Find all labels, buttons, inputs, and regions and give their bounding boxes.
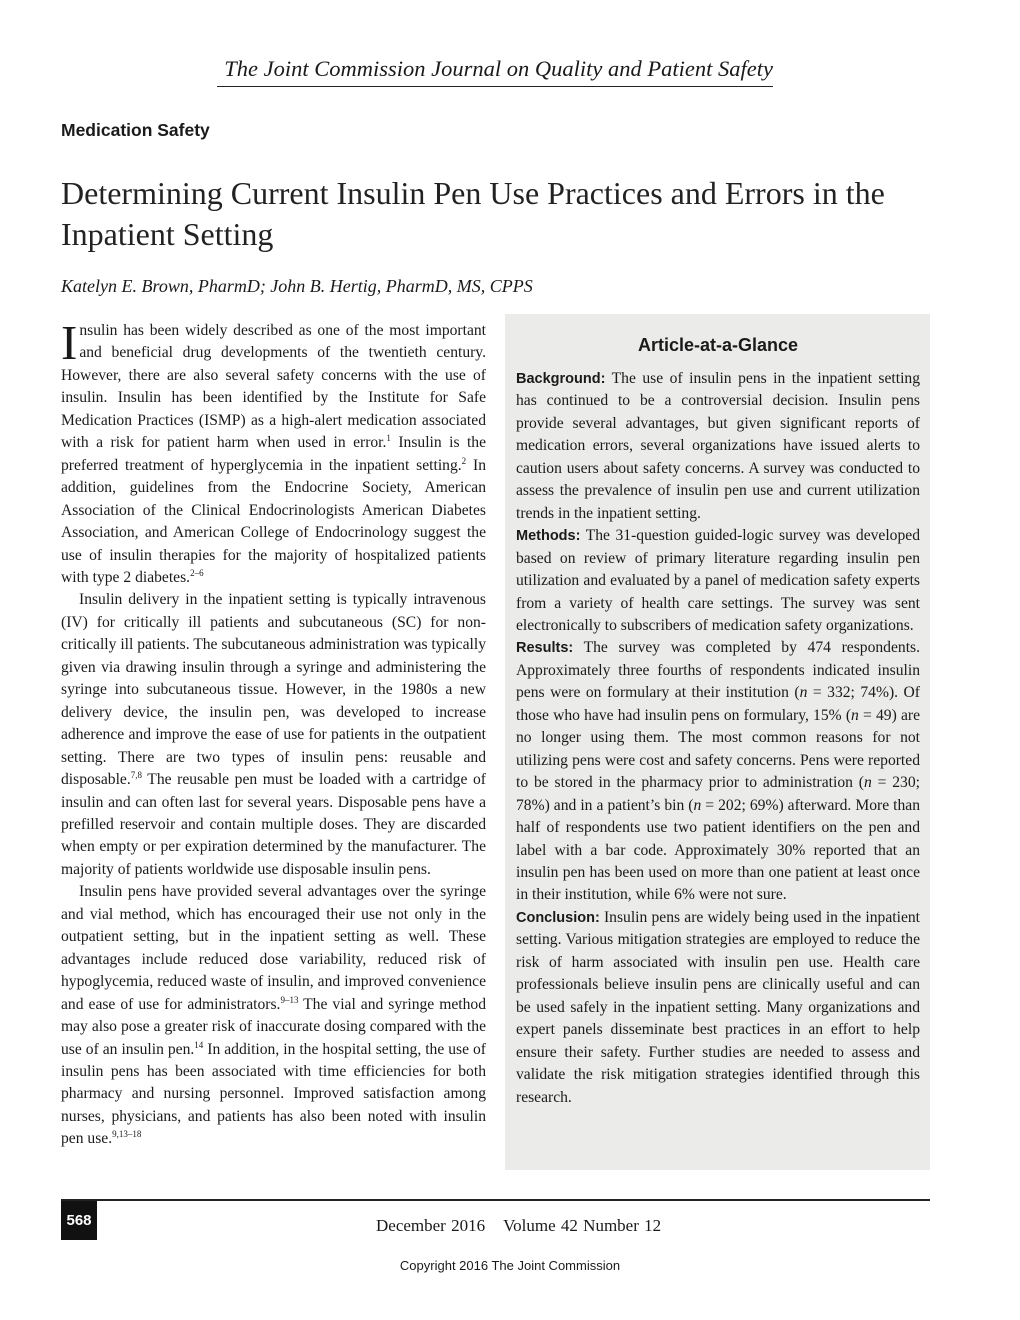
issue-info	[376, 1216, 661, 1236]
body-text: Insulin is the preferred treatment of hyperglycemia in the inpatient setting.	[61, 434, 486, 474]
footer-divider	[61, 1199, 930, 1201]
reference-marker: 2–6	[190, 567, 204, 578]
issue-volume: Volume 42 Number 12	[503, 1216, 662, 1235]
body-column	[61, 315, 486, 1151]
reference-marker: 9–13	[280, 994, 299, 1005]
results-summary	[516, 637, 920, 906]
background-summary	[516, 368, 920, 525]
copyright-notice: Copyright 2016 The Joint Commission	[399, 1258, 621, 1273]
conclusion-label: Conclusion:	[516, 909, 600, 926]
article-title: Determining Current Insulin Pen Use Practices and Errors in the Inpatient Setting	[61, 175, 885, 252]
results-text: = 230; 78%) and in a patient’s bin (	[516, 774, 920, 814]
results-text: = 332; 74%). Of those who have had insulin pens on formulary, 15% (	[516, 684, 921, 724]
body-text: Insulin pens have provided several advantages over the syringe and vial method, which has encouraged their use not only in the outpatient setting, but in the inpatient setting as well. These advantages include reduced dose variability, reduced risk of hypoglycemia, reduced waste of insulin, and improved convenience and ease of use for administrators.	[61, 883, 486, 1013]
reference-marker: 7,8	[130, 769, 142, 780]
reference-marker: 9,13–18	[112, 1129, 142, 1140]
n-symbol: n	[863, 774, 872, 792]
issue-date: December 2016	[376, 1216, 486, 1235]
body-paragraph-3	[61, 881, 486, 1150]
n-symbol: n	[799, 684, 808, 702]
reference-marker: 1	[386, 433, 391, 444]
body-text: In addition, in the hospital setting, the use of insulin pens has been associated with time efficiencies for both pharmacy and nursing personnel. Improved satisfaction among nurses, physicians, and patients has also been noted with insulin pen use.	[61, 1040, 486, 1148]
body-text: The vial and syringe method may also pose a greater risk of inaccurate dosing compared with the use of an insulin pen.	[61, 995, 486, 1058]
results-text: = 202; 69%) afterward. More than half of respondents use two patient identifiers on the pen and label with a bar code. Approximately 30% reported that an insulin pen has been used on more than one patient at least once in their institution, while 6% were not sure.	[516, 796, 920, 904]
body-text: nsulin has been widely described as one of the most important and beneficial drug developments of the twentieth century. However, there are also several safety concerns with the use of insulin. Insulin has been identified by the Institute for Safe Medication Practices (ISMP) as a high-alert medication associated with a risk for patient harm when used in error.	[61, 322, 486, 452]
n-symbol: n	[693, 796, 702, 814]
drop-cap: I	[61, 315, 78, 370]
body-paragraph-1	[61, 315, 486, 589]
article-at-a-glance-box	[505, 314, 930, 1170]
n-symbol: n	[851, 706, 859, 724]
sidebar-title: Article-at-a-Glance	[637, 335, 799, 355]
body-text: In addition, guidelines from the Endocrine Society, American Association of the Clinical Endocrinologists American Diabetes Association, and American College of Endocrinology suggest the use of insulin therapies for the majority of hospitalized patients with type 2 diabetes.	[61, 456, 486, 586]
results-label: Results:	[516, 640, 574, 657]
reference-marker: 14	[194, 1039, 204, 1050]
body-text: The reusable pen must be loaded with a cartridge of insulin and can often last for several years. Disposable pens have a prefilled reservoir and contain multiple doses. They are discarded when empty or per expiration determined by the manufacturer. The majority of patients worldwide use disposable insulin pens.	[61, 771, 486, 878]
body-text: Insulin delivery in the inpatient setting is typically intravenous (IV) for critically ill patients and subcutaneous (SC) for non-critically ill patients. The subcutaneous administration was typically given via drawing insulin through a syringe and administering the syringe into subcutaneous tissue. However, in the 1980s a new delivery device, the insulin pen, was developed to increase adherence and improve the ease of use for patients in the outpatient setting. There are two types of insulin pens: reusable and disposable.	[61, 591, 486, 789]
body-paragraph-2	[61, 589, 486, 881]
methods-summary	[516, 525, 920, 637]
author-list: Katelyn E. Brown, PharmD; John B. Hertig, PharmD, MS, CPPS	[61, 276, 533, 296]
methods-label: Methods:	[516, 528, 581, 545]
methods-text: The 31-question guided-logic survey was developed based on review of primary literature regarding insulin pen utilization and evaluated by a panel of medication safety experts from a variety of health care settings. The survey was sent electronically to subscribers of medication safety organizations.	[516, 527, 920, 634]
results-text: = 49) are no longer using them. The most common reasons for not utilizing pens were cost and safety concerns. Pens were reported to be stored in the pharmacy prior to administration (	[516, 706, 920, 792]
reference-marker: 2	[461, 455, 467, 466]
section-label: Medication Safety	[61, 120, 210, 140]
background-text: The use of insulin pens in the inpatient setting has continued to be a controversial decision. Insulin pens provide several advantages, but given significant reports of medication errors, several organizations have issued alerts to caution users about safety concerns. A survey was conducted to assess the prevalence of insulin pen use and current utilization trends in the inpatient setting.	[516, 370, 920, 522]
journal-header: The Joint Commission Journal on Quality and Patient Safety	[217, 56, 773, 87]
conclusion-summary	[516, 907, 920, 1109]
page-number: 568	[61, 1201, 97, 1240]
background-label: Background:	[516, 371, 606, 387]
results-text: The survey was completed by 474 respondents. Approximately three fourths of respondents indicated insulin pens were on formulary at their institution (	[516, 639, 920, 702]
conclusion-text: Insulin pens are widely being used in the inpatient setting. Various mitigation strategies are employed to reduce the risk of harm associated with insulin pen use. Health care professionals believe insulin pens are clinically useful and can be used safely in the inpatient setting. Many organizations and expert panels disseminate best practices in an effort to help ensure their safety. Further studies are needed to assess and validate the risk mitigation strategies identified through this research.	[516, 908, 920, 1106]
